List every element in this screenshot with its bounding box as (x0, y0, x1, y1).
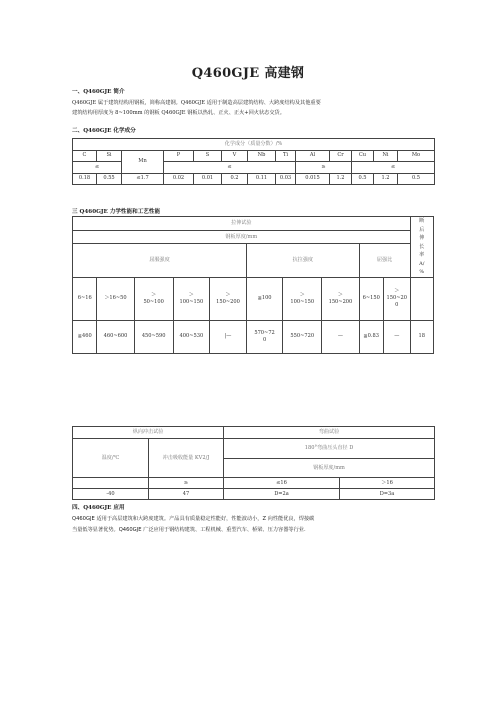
chem-limit-cell: ≥ (296, 162, 352, 174)
application-paragraph-line1: Q460GJE 适用于高层建筑和大跨度建筑。产品具有质量稳定性能好，性能波动小，Z 向性能优良，焊接碳 (72, 516, 315, 522)
value-cell: 570~72 0 (247, 320, 283, 353)
range-cell: ＞ 150~20 0 (383, 277, 410, 320)
elongation-char: 伸 (419, 235, 425, 241)
elongation-header (410, 217, 433, 278)
chem-value-cell: 0.55 (97, 173, 122, 185)
application-paragraph-line2: 当量低等显著优势。Q460GJE 广泛应用于钢结构建筑、工程机械、重型汽车、桥梁、压力容器等行业. (72, 527, 306, 533)
value-cell: — (383, 320, 410, 353)
impact-limit-row (73, 478, 435, 489)
chem-caption: 化学成分（质量分数）/% (73, 139, 435, 151)
chem-value-cell: 0.015 (296, 173, 330, 185)
chemical-composition-table (72, 138, 435, 185)
chem-header-cell: Si (97, 150, 122, 162)
impact-value-row (73, 489, 435, 500)
chem-limit-cell: ≤ (73, 162, 122, 174)
value-cell: 47 (149, 489, 224, 500)
elongation-char: % (419, 269, 425, 275)
chem-value-row (73, 173, 435, 185)
value-cell: D=3a (340, 489, 435, 500)
value-cell: — (322, 320, 359, 353)
chem-header-cell: Al (296, 150, 330, 162)
limit-cell (73, 478, 149, 489)
value-cell: |— (209, 320, 246, 353)
chem-header-cell: V (222, 150, 248, 162)
section-heading-chemical: 二、Q460GJE 化学成分 (72, 128, 136, 134)
chem-header-cell: Mo (398, 150, 435, 162)
value-cell: 550~720 (283, 320, 322, 353)
range-cell: ＞16~50 (97, 277, 134, 320)
range-cell: ≦100 (247, 277, 283, 320)
value-cell: 460~600 (97, 320, 134, 353)
chem-value-cell: 0.02 (164, 173, 194, 185)
tensile-test-table (72, 216, 434, 354)
chem-value-cell: 0.03 (276, 173, 296, 185)
chem-header-cell: Nb (248, 150, 276, 162)
chem-value-cell: 1.2 (374, 173, 398, 185)
impact-energy-header: 冲击吸收能量 KV2/J (149, 439, 224, 478)
limit-cell: ＞16 (340, 478, 435, 489)
range-cell (410, 277, 433, 320)
bend-test-header: 弯曲试验 (224, 427, 435, 439)
intro-paragraph-line2: 建筑结构用厚度为 8~100mm 的钢板 Q460GJE 钢板以热轧、正火、正火+回火状态交货。 (72, 110, 285, 116)
bend-thickness-header: 钢板厚度/mm (224, 459, 435, 478)
chem-value-cell: 0.5 (398, 173, 435, 185)
value-cell: ≦0.83 (359, 320, 383, 353)
range-cell: 6~16 (73, 277, 97, 320)
yield-ratio-header: 屈强比 (359, 244, 410, 277)
section-heading-intro: 一、Q460GJE 简介 (72, 89, 125, 95)
chem-header-cell: Ti (276, 150, 296, 162)
limit-cell: ≥ (149, 478, 224, 489)
chem-value-cell: ≤1.7 (122, 173, 164, 185)
range-cell: ＞ 100~150 (173, 277, 209, 320)
yield-strength-header: 屈服强度 (73, 244, 247, 277)
tensile-title: 拉伸试验 (73, 217, 411, 231)
bend-diameter-header: 180°弯曲压头直径 D (224, 439, 435, 459)
value-cell: 18 (410, 320, 433, 353)
chem-value-cell: 0.18 (73, 173, 97, 185)
limit-cell: ≤16 (224, 478, 340, 489)
value-cell: -40 (73, 489, 149, 500)
impact-test-header: 纵向冲击试验 (73, 427, 224, 439)
chem-header-cell: Cr (330, 150, 352, 162)
section-heading-mechanical: 三 Q460GJE 力学性能和工艺性能 (72, 209, 161, 215)
chem-value-cell: 0.2 (222, 173, 248, 185)
value-cell: 450~590 (134, 320, 173, 353)
chem-limit-cell: ≤ (352, 162, 435, 174)
impact-bend-table (72, 426, 435, 500)
temperature-header: 温度/℃ (73, 439, 149, 478)
value-cell: 400~530 (173, 320, 209, 353)
tensile-strength-header: 抗拉强度 (247, 244, 359, 277)
range-cell: ＞ 50~100 (134, 277, 173, 320)
elongation-char: 长 (419, 243, 425, 250)
chem-value-cell: 0.01 (194, 173, 222, 185)
elongation-char: 断 (419, 218, 425, 224)
elongation-char: 率 (419, 252, 425, 258)
chem-header-cell: C (73, 150, 97, 162)
chem-header-cell: P (164, 150, 194, 162)
chem-header-cell: Mn (122, 150, 164, 173)
chem-limit-cell: ≤ (164, 162, 296, 174)
range-cell: 6~150 (359, 277, 383, 320)
value-cell: D=2a (224, 489, 340, 500)
elongation-char: 后 (419, 226, 425, 233)
page-title: Q460GJE 高建钢 (191, 66, 305, 81)
chem-header-cell: S (194, 150, 222, 162)
tensile-value-row (73, 320, 434, 353)
tensile-thickness-label: 钢板厚度/mm (73, 231, 411, 244)
chem-value-cell: 0.11 (248, 173, 276, 185)
range-cell: ＞ 150~200 (209, 277, 246, 320)
chem-value-cell: 1.2 (330, 173, 352, 185)
intro-paragraph-line1: Q460GJE 属于建筑结构用钢板，简称高建钢。Q460GJE 适用于制造高层建筑结构、大跨度结构及其他重要 (72, 100, 321, 106)
range-cell: ＞ 100~150 (283, 277, 322, 320)
chem-header-row (73, 150, 435, 162)
elongation-char: A/ (419, 260, 425, 267)
range-cell: ＞ 150~200 (322, 277, 359, 320)
value-cell: ≧460 (73, 320, 97, 353)
thickness-range-row (73, 277, 434, 320)
section-heading-application: 四、Q460GJE 应用 (72, 505, 125, 511)
chem-value-cell: 0.5 (352, 173, 374, 185)
chem-header-cell: Ni (374, 150, 398, 162)
chem-header-cell: Cu (352, 150, 374, 162)
